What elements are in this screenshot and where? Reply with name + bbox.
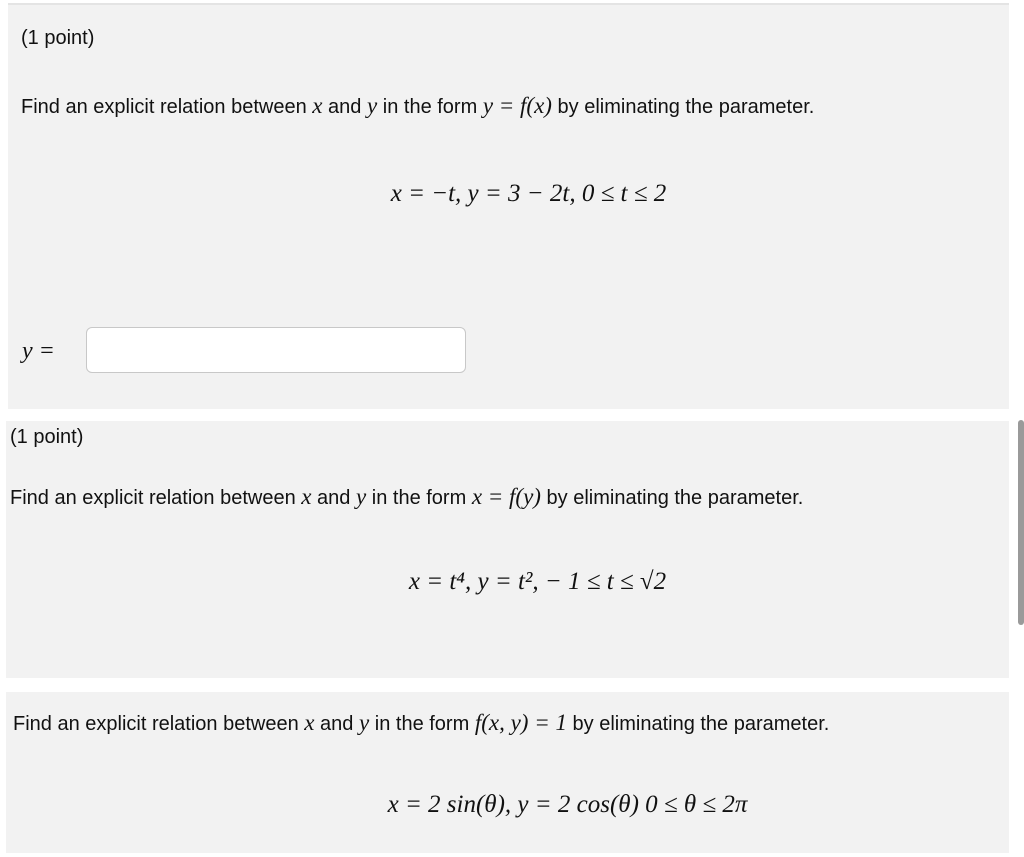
problem-1-prompt (21, 93, 814, 119)
problem-2-points: (1 point) (10, 426, 84, 448)
prompt-text: Find an explicit relation between (21, 96, 313, 118)
prompt-text: and (322, 96, 367, 118)
problem-1-panel (8, 3, 1009, 409)
prompt-text: in the form (377, 96, 483, 118)
math-var-x: x (304, 710, 315, 735)
prompt-text: by eliminating the parameter. (566, 713, 830, 735)
prompt-text: in the form (366, 487, 472, 509)
math-var-x: x (301, 484, 312, 509)
math-var-x: x (312, 93, 323, 118)
prompt-text: by eliminating the parameter. (551, 96, 815, 118)
problem-3-panel (6, 692, 1009, 853)
problem-3-prompt (13, 710, 829, 736)
math-var-y: y (355, 484, 367, 509)
prompt-text: by eliminating the parameter. (540, 487, 804, 509)
math-form: x = f(y) (471, 484, 541, 509)
prompt-text: and (314, 713, 359, 735)
answer-label: y = (22, 338, 55, 364)
prompt-text: Find an explicit relation between (10, 487, 302, 509)
math-var-y: y (358, 710, 370, 735)
math-form: y = f(x) (482, 93, 552, 118)
problem-1-points: (1 point) (21, 27, 95, 49)
problem-2-prompt (10, 484, 803, 510)
math-form: f(x, y) = 1 (474, 710, 567, 735)
problem-2-panel (6, 421, 1009, 678)
problem-3-equation: x = 2 sin(θ), y = 2 cos(θ) 0 ≤ θ ≤ 2π (387, 791, 748, 818)
prompt-text: and (311, 487, 356, 509)
answer-input[interactable] (86, 327, 466, 373)
problem-2-equation: x = t⁴, y = t², − 1 ≤ t ≤ √2 (408, 568, 667, 595)
math-var-y: y (366, 93, 378, 118)
prompt-text: in the form (369, 713, 475, 735)
page-scrollbar[interactable] (1018, 420, 1024, 625)
problem-1-equation: x = −t, y = 3 − 2t, 0 ≤ t ≤ 2 (390, 180, 667, 207)
prompt-text: Find an explicit relation between (13, 713, 305, 735)
